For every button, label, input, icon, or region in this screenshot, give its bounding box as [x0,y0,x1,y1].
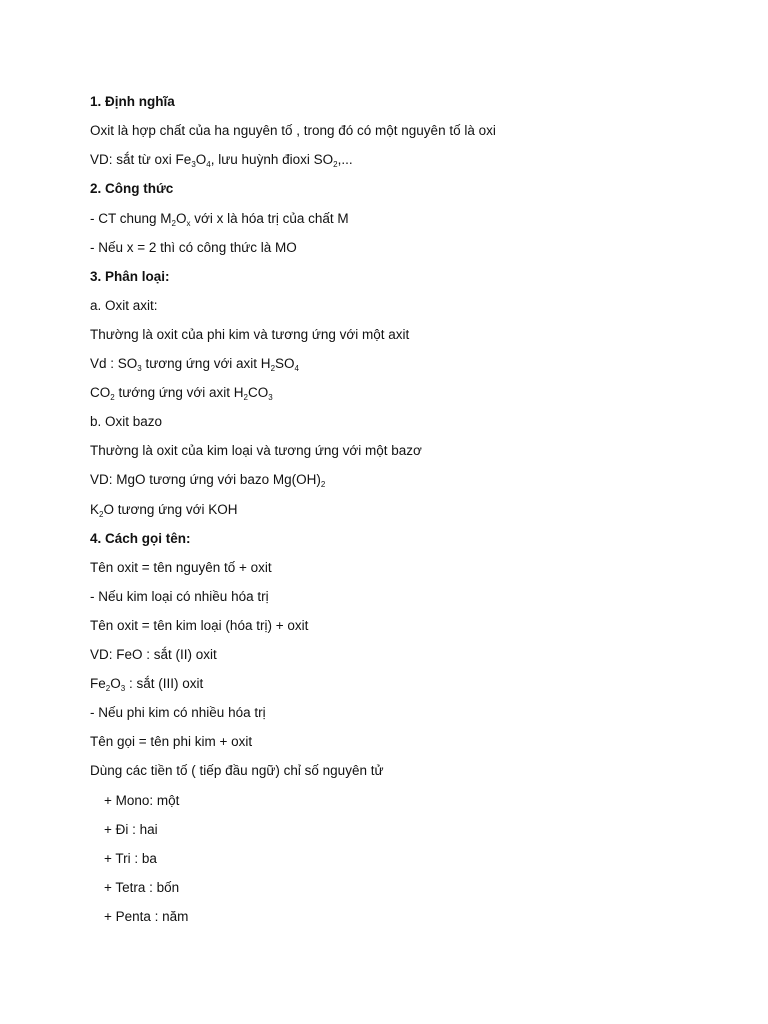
acidic-oxide-example-1: Vd : $SO_3$ tương ứng với axit $H_2SO_4$ [90,356,299,373]
basic-oxide-desc: Thường là oxit của kim loại và tương ứng với một bazơ [90,443,422,458]
acidic-oxide-title: a. Oxit axit: [90,298,158,313]
definition-text: Oxit là hợp chất của ha nguyên tố , trong đó có một nguyên tố là oxi [90,123,496,138]
formula-note: - Nếu x = 2 thì có công thức là MO [90,240,297,255]
naming-example-1: VD: FeO : sắt (II) oxit [90,647,217,662]
naming-rule-3: Tên gọi = tên phi kim + oxit [90,734,253,749]
naming-metal-note: - Nếu kim loại có nhiều hóa trị [90,589,269,604]
naming-rule-1: Tên oxit = tên nguyên tố + oxit [90,560,272,575]
heading-naming: 4. Cách gọi tên: [90,531,191,546]
basic-oxide-example-2: $K_2O$ tương ứng với KOH [90,502,238,519]
naming-example-2: $Fe_2O_3$ : sắt (III) oxit [90,676,204,693]
basic-oxide-title: b. Oxit bazo [90,414,163,429]
prefix-item: + Penta : năm [104,909,189,924]
basic-oxide-example-1: VD: MgO tương ứng với bazo $Mg(OH)_2$ [90,472,326,489]
naming-prefix-intro: Dùng các tiền tố ( tiếp đầu ngữ) chỉ số nguyên tử [90,763,384,778]
general-formula: - CT chung $M_2O_x$ với x là hóa trị của chất M [90,211,349,228]
acidic-oxide-example-2: $CO_2$ tướng ứng với axit $H_2CO_3$ [90,385,273,402]
heading-formula: 2. Công thức [90,181,174,196]
acidic-oxide-desc: Thường là oxit của phi kim và tương ứng với một axit [90,327,410,342]
naming-nonmetal-note: - Nếu phi kim có nhiều hóa trị [90,705,266,720]
prefix-item: + Tetra : bốn [104,880,180,895]
heading-classification: 3. Phân loại: [90,269,170,284]
prefix-item: + Mono: một [104,793,180,808]
prefix-item: + Tri : ba [104,851,157,866]
prefix-item: + Đi : hai [104,822,158,837]
definition-example: VD: sắt từ oxi $Fe_3O_4$, lưu huỳnh đioxi $SO_2$,... [90,152,353,169]
naming-rule-2: Tên oxit = tên kim loại (hóa trị) + oxit [90,618,309,633]
heading-definition: 1. Định nghĩa [90,94,175,109]
